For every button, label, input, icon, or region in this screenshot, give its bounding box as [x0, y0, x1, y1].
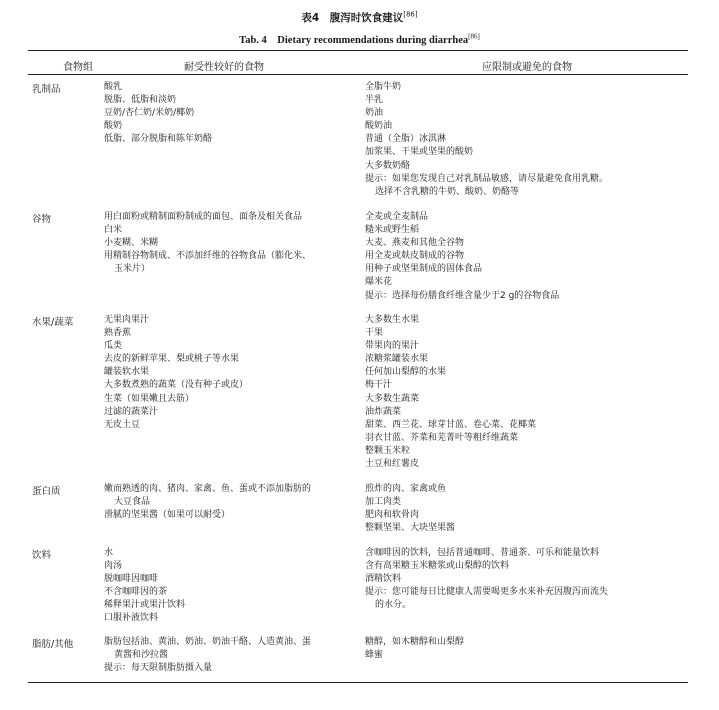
food-item: 用白面粉或精制面粉制成的面包、面条及相关食品 — [104, 212, 303, 222]
well-tolerated-list — [104, 211, 352, 276]
food-item: 含有高果糖玉米糖浆或山梨醇的饮料 — [365, 561, 510, 572]
food-item: 全麦或全麦制品 — [365, 212, 429, 222]
category-label: 脂肪/其他 — [32, 639, 74, 650]
food-item: 嫩而熟透的肉、猪肉、家禽、鱼、蛋或不添加脂肪的 — [104, 484, 312, 494]
food-item: 大多数生水果 — [365, 315, 420, 325]
well-tolerated-list — [104, 483, 352, 522]
food-item: 水 — [104, 548, 114, 558]
food-item: 不含咖啡因的茶 — [104, 587, 168, 598]
food-item: 稀释果汁或果汁饮料 — [104, 600, 186, 611]
food-item: 无果肉果汁 — [104, 315, 150, 325]
header-well-tolerated: 耐受性较好的食物 — [184, 62, 264, 73]
tip-text: 提示：选择每份膳食纤维含量少于2 g的谷物食品 — [365, 290, 560, 301]
food-item-continued: 黄酱和沙拉酱 — [114, 650, 169, 661]
food-item: 糙米或野生稻 — [365, 225, 420, 236]
food-item: 普通（全脂）冰淇淋 — [365, 134, 447, 145]
food-item-continued: 大豆食品 — [114, 497, 151, 508]
food-item: 半乳 — [365, 95, 384, 106]
food-item: 带果肉的果汁 — [365, 341, 420, 352]
food-item: 低脂、部分脱脂和陈年奶酪 — [104, 134, 213, 145]
food-item: 去皮的新鲜苹果、梨或桃子等水果 — [104, 354, 240, 365]
food-item: 罐装软水果 — [104, 367, 150, 378]
limit-list — [365, 211, 665, 303]
table-top-rule — [28, 50, 688, 51]
food-item: 土豆和红薯皮 — [365, 459, 420, 470]
food-item: 梅干汁 — [365, 380, 393, 391]
food-item: 酸乳 — [104, 82, 123, 92]
food-item: 羽衣甘蓝、芥菜和芜菁叶等粗纤维蔬菜 — [365, 432, 519, 443]
food-item: 大多数生蔬菜 — [365, 393, 420, 404]
food-item: 肥肉和软骨肉 — [365, 510, 420, 521]
food-item: 大麦、燕麦和其他全谷物 — [365, 238, 465, 249]
food-item: 含咖啡因的饮料，包括普通咖啡、普通茶、可乐和能量饮料 — [365, 548, 600, 558]
food-item: 任何加山梨醇的水果 — [365, 367, 447, 378]
food-item: 爆米花 — [365, 277, 393, 288]
category-label: 乳制品 — [32, 84, 61, 95]
category-label: 谷物 — [32, 214, 52, 225]
food-item: 用全麦或麸皮制成的谷物 — [365, 251, 465, 262]
well-tolerated-list — [104, 636, 352, 675]
food-item: 加浆果、干果或坚果的酸奶 — [365, 147, 474, 158]
food-item: 大多数煮熟的蔬菜（没有种子或皮） — [104, 380, 249, 391]
table-title-en — [0, 32, 719, 47]
food-item: 甜菜、西兰花、球芽甘蓝、卷心菜、花椰菜 — [365, 419, 537, 430]
limit-list — [365, 547, 665, 612]
food-item: 酸奶 — [104, 121, 123, 132]
table-bottom-rule — [28, 682, 688, 683]
food-item: 白米 — [104, 225, 123, 236]
tip-text-continued: 的水分。 — [375, 600, 412, 611]
food-item: 全脂牛奶 — [365, 82, 402, 92]
food-item: 过滤的蔬菜汁 — [104, 406, 159, 417]
food-item: 用种子或坚果制成的固体食品 — [365, 264, 483, 275]
food-item: 瓜类 — [104, 341, 123, 352]
food-item: 干果 — [365, 328, 384, 339]
food-item: 豆奶/杏仁奶/米奶/椰奶 — [104, 108, 195, 119]
tip-text-continued: 选择不含乳糖的牛奶、酸奶、奶酪等 — [375, 186, 520, 197]
food-item: 脂肪包括油、黄油、奶油、奶油干酪、人造黄油、蛋 — [104, 637, 312, 647]
table-header-rule — [28, 74, 688, 75]
food-item: 滑腻的坚果酱（如果可以耐受） — [104, 510, 231, 521]
food-item: 酒精饮料 — [365, 574, 402, 585]
food-item: 口服补液饮料 — [104, 613, 159, 624]
food-item: 浓糖浆罐装水果 — [365, 354, 429, 365]
food-item: 脱咖啡因咖啡 — [104, 574, 159, 585]
food-item: 脱脂、低脂和淡奶 — [104, 95, 177, 106]
title-en-reference: [86] — [468, 32, 480, 41]
title-cn-reference: [86] — [403, 10, 418, 19]
header-limit-or-avoid: 应限制或避免的食物 — [482, 62, 572, 73]
food-item: 生菜（如果嫩且去筋） — [104, 393, 195, 404]
well-tolerated-list — [104, 547, 352, 626]
title-en-text: Tab. 4 Dietary recommendations during diarrhea — [239, 35, 469, 46]
limit-list — [365, 636, 665, 662]
tip-text: 提示：如果您发现自己对乳制品敏感，请尽量避免食用乳糖。 — [365, 173, 609, 184]
food-item: 油炸蔬菜 — [365, 406, 402, 417]
food-item: 加工肉类 — [365, 497, 402, 508]
category-label: 饮料 — [32, 550, 52, 561]
food-item: 糖醇，如木糖醇和山梨醇 — [365, 637, 465, 647]
tip-text: 提示：每天限制脂肪摄入量 — [104, 663, 213, 674]
title-cn-text: 表4 腹泻时饮食建议 — [301, 12, 404, 24]
food-item: 熟香蕉 — [104, 328, 132, 339]
food-item: 煎炸的肉、家禽或鱼 — [365, 484, 447, 494]
food-item-continued: 玉米片） — [114, 264, 151, 275]
header-food-group: 食物组 — [63, 62, 93, 73]
food-item: 整颗坚果、大块坚果酱 — [365, 523, 456, 534]
food-item: 整颗玉米粒 — [365, 445, 411, 456]
food-item: 酸奶油 — [365, 121, 393, 132]
tip-text: 提示：您可能每日比健康人需要喝更多水来补充因腹泻而流失 — [365, 587, 609, 598]
category-label: 蛋白质 — [32, 486, 61, 497]
food-item: 大多数奶酪 — [365, 160, 411, 171]
well-tolerated-list — [104, 314, 352, 432]
well-tolerated-list — [104, 81, 352, 146]
limit-list — [365, 483, 665, 535]
food-item: 小麦糊、米糊 — [104, 238, 159, 249]
food-item: 用精制谷物制成、不添加纤维的谷物食品（膨化米、 — [104, 251, 312, 262]
food-item: 无皮土豆 — [104, 419, 141, 430]
food-item: 奶油 — [365, 108, 384, 119]
category-label: 水果/蔬菜 — [32, 317, 74, 328]
table-title-cn — [0, 10, 719, 25]
food-item: 蜂蜜 — [365, 650, 384, 661]
food-item: 肉汤 — [104, 561, 123, 572]
limit-list — [365, 314, 665, 471]
limit-list — [365, 81, 665, 199]
